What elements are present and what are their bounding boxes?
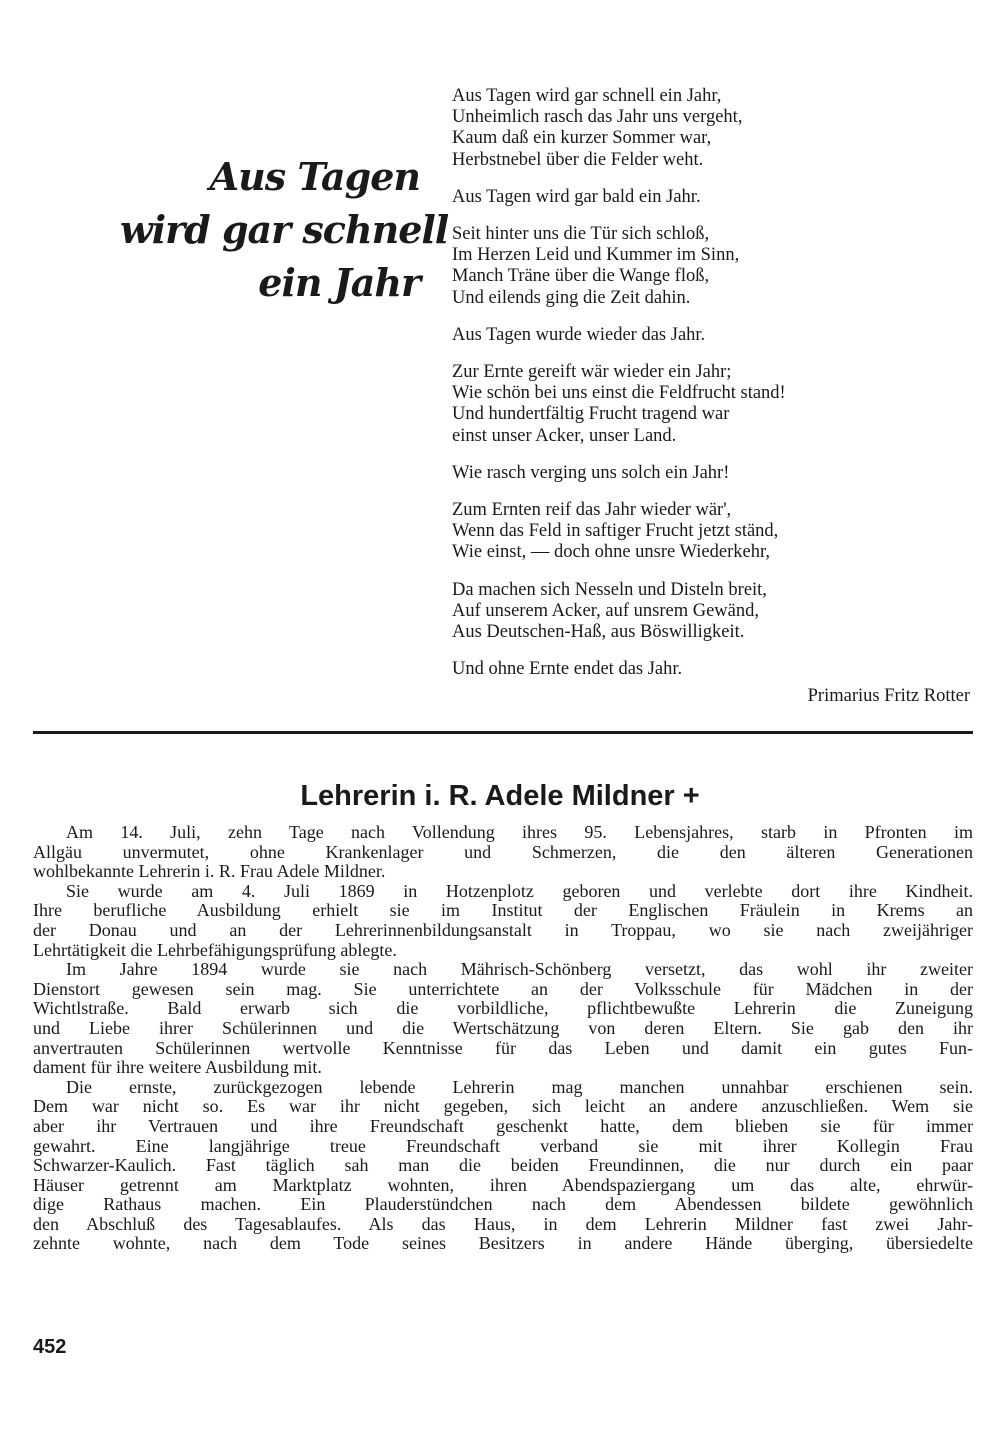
poem-stanza: [452, 187, 786, 208]
poem-line: Aus Tagen wird gar schnell ein Jahr,: [452, 86, 722, 106]
poem-line: Und hundertfältig Frucht tragend war: [452, 404, 730, 425]
poem-author: Primarius Fritz Rotter: [807, 686, 970, 706]
article-line: und Liebe ihrer Schülerinnen und die Wertschätzung von deren Eltern. Sie gab den ihr: [33, 1017, 973, 1038]
poem-body: [452, 86, 786, 696]
poem-stanza: [452, 463, 786, 484]
article-line: Wichtlstraße. Bald erwarb sich die vorbildliche, pflichtbewußte Lehrerin die Zuneigung: [33, 998, 973, 1019]
article-line: Lehrtätigkeit die Lehrbefähigungsprüfung ablegte.: [33, 939, 397, 960]
article-line: dament für ihre weitere Ausbildung mit.: [33, 1057, 322, 1078]
article-line: Häuser getrennt am Marktplatz wohnten, ihren Abendspaziergang um das alte, ehrwür-: [33, 1174, 973, 1195]
poem-line: Seit hinter uns die Tür sich schloß,: [452, 224, 710, 245]
page-number: 452: [33, 1336, 67, 1358]
poem-stanza: [452, 659, 786, 680]
poem-line: Manch Träne über die Wange floß,: [452, 266, 710, 287]
article-line: Ihre berufliche Ausbildung erhielt sie im Institut der Englischen Fräulein in Krems an: [33, 900, 973, 921]
article-line: Dem war nicht so. Es war ihr nicht gegeben, sich leicht an andere anzuschließen. Wem sie: [33, 1096, 973, 1117]
poem-line: Herbstnebel über die Felder weht.: [452, 149, 704, 170]
article-line: den Abschluß des Tagesablaufes. Als das Haus, in dem Lehrerin Mildner fast zwei Jahr-: [33, 1213, 973, 1234]
poem-line: Wie schön bei uns einst die Feldfrucht stand!: [452, 383, 786, 404]
article-line: anvertrauten Schülerinnen wertvolle Kenntnisse für das Leben und damit ein gutes Fun-: [33, 1037, 973, 1058]
poem-line: Zum Ernten reif das Jahr wieder wär',: [452, 500, 732, 521]
poem-line: Und ohne Ernte endet das Jahr.: [452, 659, 683, 680]
article-line: Am 14. Juli, zehn Tage nach Vollendung ihres 95. Lebensjahres, starb in Pfronten im: [66, 822, 973, 842]
poem-line: Kaum daß ein kurzer Sommer war,: [452, 128, 712, 149]
article-line: dige Rathaus machen. Ein Plauderstündchen nach dem Abendessen bildete gewöhnlich: [33, 1194, 973, 1215]
article-line: der Donau und an der Lehrerinnenbildungsanstalt in Troppau, wo sie nach zweijähriger: [33, 919, 973, 940]
article-line: zehnte wohnte, nach dem Tode seines Besitzers in andere Hände überging, übersiedelte: [33, 1233, 973, 1254]
poem-stanza: [452, 500, 786, 564]
poem-line: Auf unserem Acker, auf unsrem Gewänd,: [452, 600, 759, 621]
article-body: [33, 823, 973, 1254]
article-line: aber ihr Vertrauen und ihre Freundschaft geschenkt hatte, dem blieben sie für immer: [33, 1115, 973, 1136]
article-line: Im Jahre 1894 wurde sie nach Mährisch-Schönberg versetzt, das wohl ihr zweiter: [66, 959, 973, 980]
poem-line: Wenn das Feld in saftiger Frucht jetzt ständ,: [452, 521, 779, 542]
poem-line: Und eilends ging die Zeit dahin.: [452, 287, 691, 308]
poem-title-line: wird gar schnell: [120, 207, 449, 252]
section-divider: [33, 731, 973, 734]
poem-line: Im Herzen Leid und Kummer im Sinn,: [452, 245, 740, 266]
article-line: gewahrt. Eine langjährige treue Freundschaft verband sie mit ihrer Kollegin Frau: [33, 1135, 973, 1156]
article-line: Allgäu unvermutet, ohne Krankenlager und Schmerzen, die den älteren Generationen: [33, 841, 973, 862]
poem-title-line: Aus Tagen: [209, 154, 420, 199]
article-line: Dienstort gewesen sein mag. Sie unterrichtete an der Volksschule für Mädchen in der: [33, 978, 973, 999]
poem-line: Unheimlich rasch das Jahr uns vergeht,: [452, 107, 743, 128]
article-heading: Lehrerin i. R. Adele Mildner +: [300, 780, 700, 812]
poem-line: Aus Tagen wird gar bald ein Jahr.: [452, 186, 701, 207]
poem-line: Da machen sich Nesseln und Disteln breit,: [452, 579, 767, 600]
poem-line: Aus Deutschen-Haß, aus Böswilligkeit.: [452, 622, 745, 643]
poem-stanza: [452, 580, 786, 644]
article-line: Sie wurde am 4. Juli 1869 in Hotzenplotz geboren und verlebte dort ihre Kindheit.: [66, 880, 973, 901]
poem-stanza: [452, 224, 786, 309]
article-line: Schwarzer-Kaulich. Fast täglich sah man die beiden Freundinnen, die nur durch ein paar: [33, 1155, 973, 1176]
poem-title: [120, 150, 449, 309]
poem-line: Aus Tagen wurde wieder das Jahr.: [452, 324, 706, 345]
article-line: Die ernste, zurückgezogen lebende Lehrerin mag manchen unnahbar erschienen sein.: [66, 1076, 973, 1097]
poem-stanza: [452, 86, 786, 171]
poem-stanza: [452, 362, 786, 447]
poem-line: Wie einst, — doch ohne unsre Wiederkehr,: [452, 542, 770, 563]
poem-line: Zur Ernte gereift wär wieder ein Jahr;: [452, 362, 732, 383]
poem-title-line: ein Jahr: [258, 260, 420, 305]
poem-line: Wie rasch verging uns solch ein Jahr!: [452, 462, 730, 483]
article-line: wohlbekannte Lehrerin i. R. Frau Adele Mildner.: [33, 861, 386, 882]
poem-stanza: [452, 325, 786, 346]
poem-line: einst unser Acker, unser Land.: [452, 425, 677, 446]
